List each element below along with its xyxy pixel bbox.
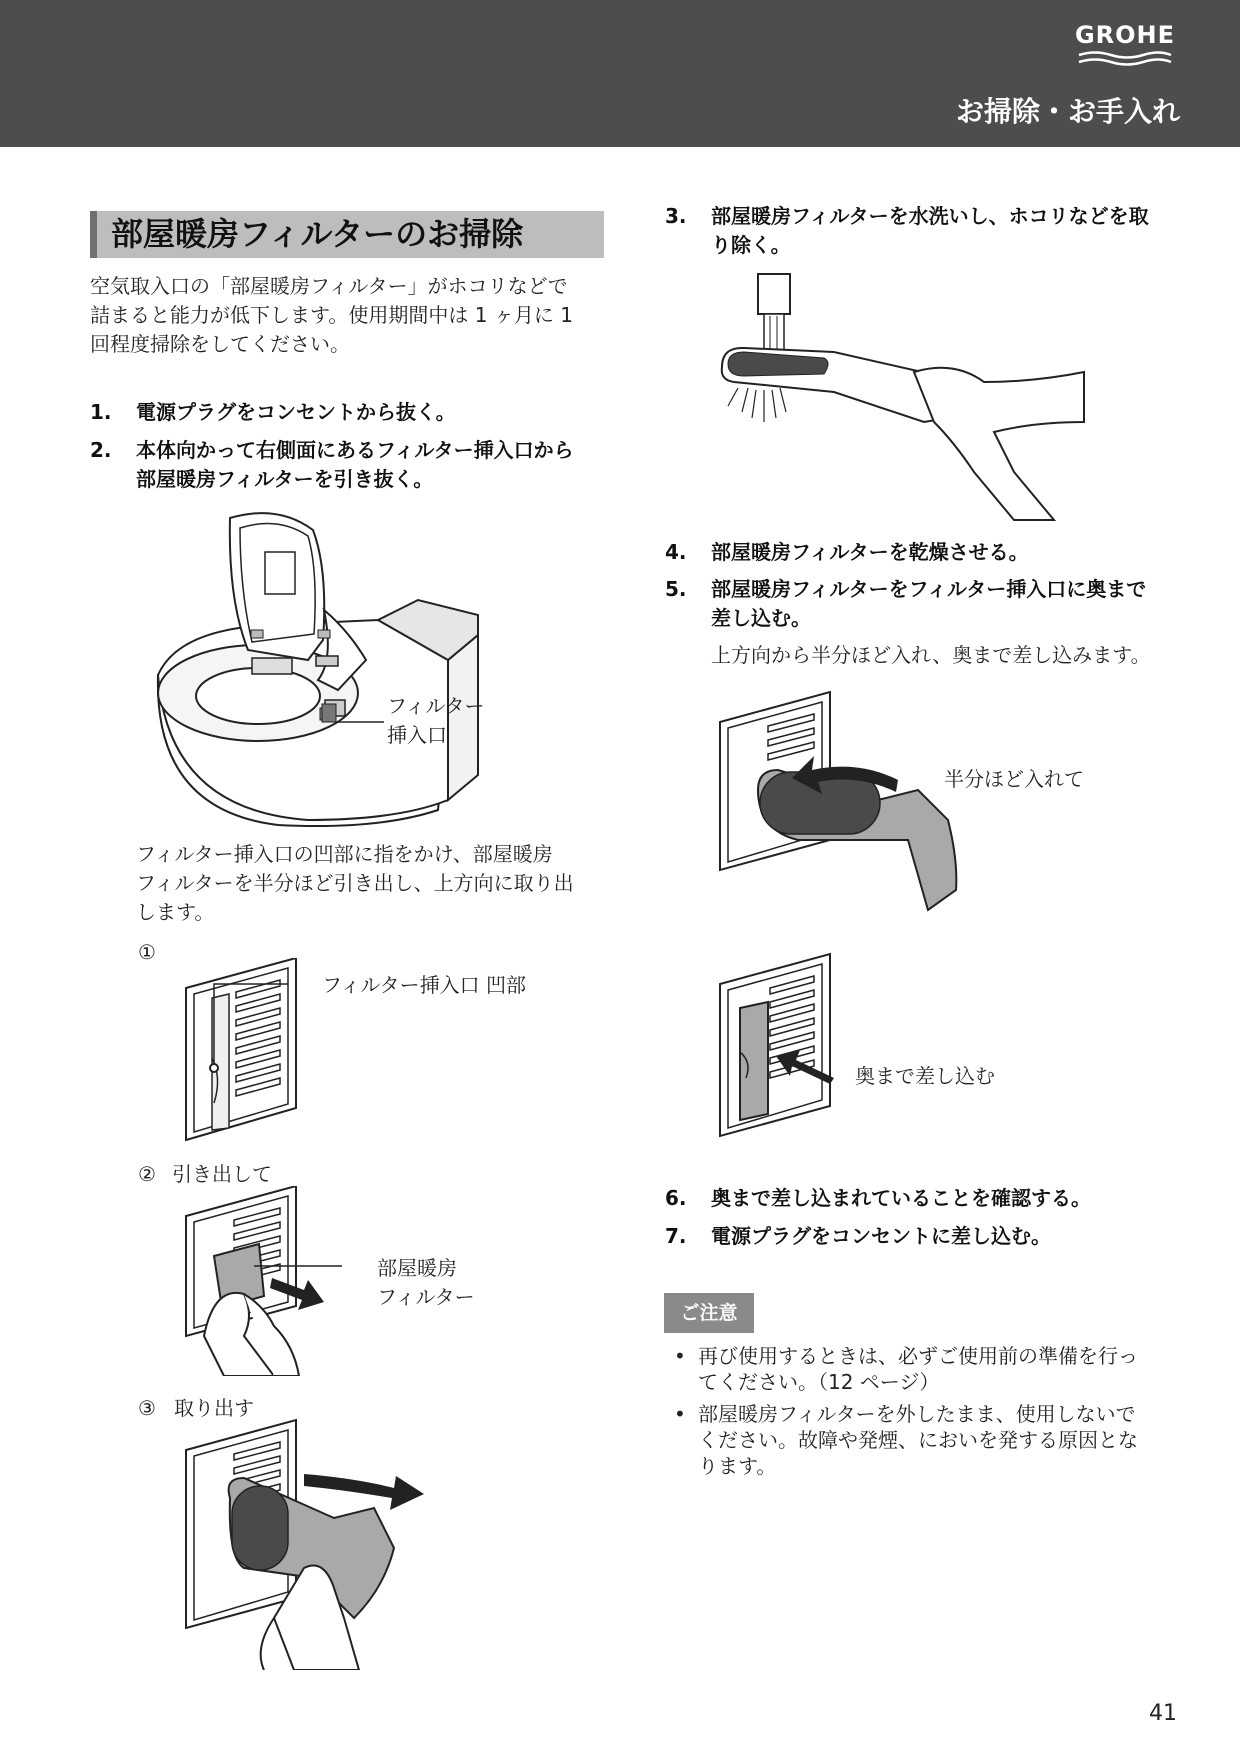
- intro-paragraph: [90, 272, 610, 359]
- intro-line: 空気取入口の「部屋暖房フィルター」がホコリなどで: [90, 274, 568, 298]
- step-text: 差し込む。: [711, 606, 811, 630]
- wash-filter-illustration: [714, 272, 1094, 522]
- pull-out-filter-illustration: [184, 1186, 344, 1376]
- insert-fully-label: 奥まで差し込む: [855, 1064, 995, 1088]
- intro-line: 詰まると能力が低下します。使用期間中は 1 ヶ月に 1: [90, 303, 573, 327]
- step-number: 4.: [665, 540, 687, 564]
- step-text: 電源プラグをコンセントに差し込む。: [711, 1224, 1051, 1248]
- room-heater-filter-label: フィルター: [377, 1285, 475, 1309]
- substep-3-mark: ③: [138, 1396, 156, 1420]
- step-text: 部屋暖房フィルターを水洗いし、ホコリなどを取: [711, 204, 1149, 228]
- step-text: 部屋暖房フィルターをフィルター挿入口に奥まで: [711, 577, 1147, 601]
- page-number: 41: [1149, 1701, 1177, 1726]
- step-number: 2.: [90, 438, 112, 462]
- substep-2-text: 引き出して: [172, 1162, 272, 1186]
- step-text: 奥まで差し込まれていることを確認する。: [711, 1186, 1091, 1210]
- step-number: 3.: [665, 204, 687, 228]
- filter-inlet-recess-illustration: [184, 958, 304, 1148]
- substep-3-text: 取り出す: [174, 1396, 254, 1420]
- insert-halfway-label: 半分ほど入れて: [944, 767, 1084, 791]
- caution-line: ります。: [698, 1454, 777, 1478]
- step-text: り除く。: [711, 233, 791, 257]
- step-text: 電源プラグをコンセントから抜く。: [136, 400, 456, 424]
- grohe-logo: [1070, 22, 1180, 74]
- heading-text: 部屋暖房フィルターのお掃除: [111, 215, 524, 253]
- insert-filter-halfway-illustration: [718, 690, 978, 920]
- bullet-dot: •: [674, 1402, 686, 1426]
- step-5-note: 上方向から半分ほど入れ、奥まで差し込みます。: [711, 643, 1151, 667]
- step-2-note: します。: [136, 900, 215, 924]
- caution-bullet: [674, 1401, 1138, 1479]
- page-heading: [90, 211, 604, 258]
- caution-bullet: [674, 1343, 1138, 1395]
- substep-1-mark: ①: [138, 940, 156, 964]
- caution-line: てください。（12 ページ）: [698, 1370, 940, 1394]
- step-number: 5.: [665, 577, 687, 601]
- step-number: 7.: [665, 1224, 687, 1248]
- caution-badge: ご注意: [664, 1293, 754, 1333]
- caution-line: 再び使用するときは、必ずご使用前の準備を行っ: [698, 1344, 1138, 1368]
- toilet-illustration: [148, 510, 528, 830]
- filter-recess-label: フィルター挿入口 凹部: [322, 973, 526, 997]
- caution-line: 部屋暖房フィルターを外したまま、使用しないで: [698, 1402, 1136, 1426]
- remove-filter-illustration: [184, 1418, 434, 1670]
- step-2-note: フィルター挿入口の凹部に指をかけ、部屋暖房: [136, 842, 553, 866]
- brand-name: GROHE: [1074, 21, 1176, 49]
- substep-2-mark: ②: [138, 1162, 156, 1186]
- filter-inlet-label: 挿入口: [387, 723, 447, 747]
- step-number: 1.: [90, 400, 112, 424]
- intro-line: 回程度掃除をしてください。: [90, 332, 350, 356]
- step-text: 部屋暖房フィルターを乾燥させる。: [711, 540, 1029, 564]
- room-heater-filter-label: 部屋暖房: [377, 1256, 457, 1280]
- bullet-dot: •: [674, 1344, 686, 1368]
- step-number: 6.: [665, 1186, 687, 1210]
- filter-inlet-label: フィルター: [387, 694, 485, 718]
- step-text: 部屋暖房フィルターを引き抜く。: [136, 467, 434, 491]
- page-header: [0, 0, 1240, 147]
- section-title: お掃除・お手入れ: [955, 95, 1180, 128]
- step-text: 本体向かって右側面にあるフィルター挿入口から: [136, 438, 574, 462]
- step-2-note: フィルターを半分ほど引き出し、上方向に取り出: [136, 871, 574, 895]
- caution-line: ください。故障や発煙、においを発する原因とな: [698, 1428, 1138, 1452]
- wave-logo-icon: [1075, 50, 1175, 68]
- insert-filter-fully-illustration: [718, 952, 838, 1142]
